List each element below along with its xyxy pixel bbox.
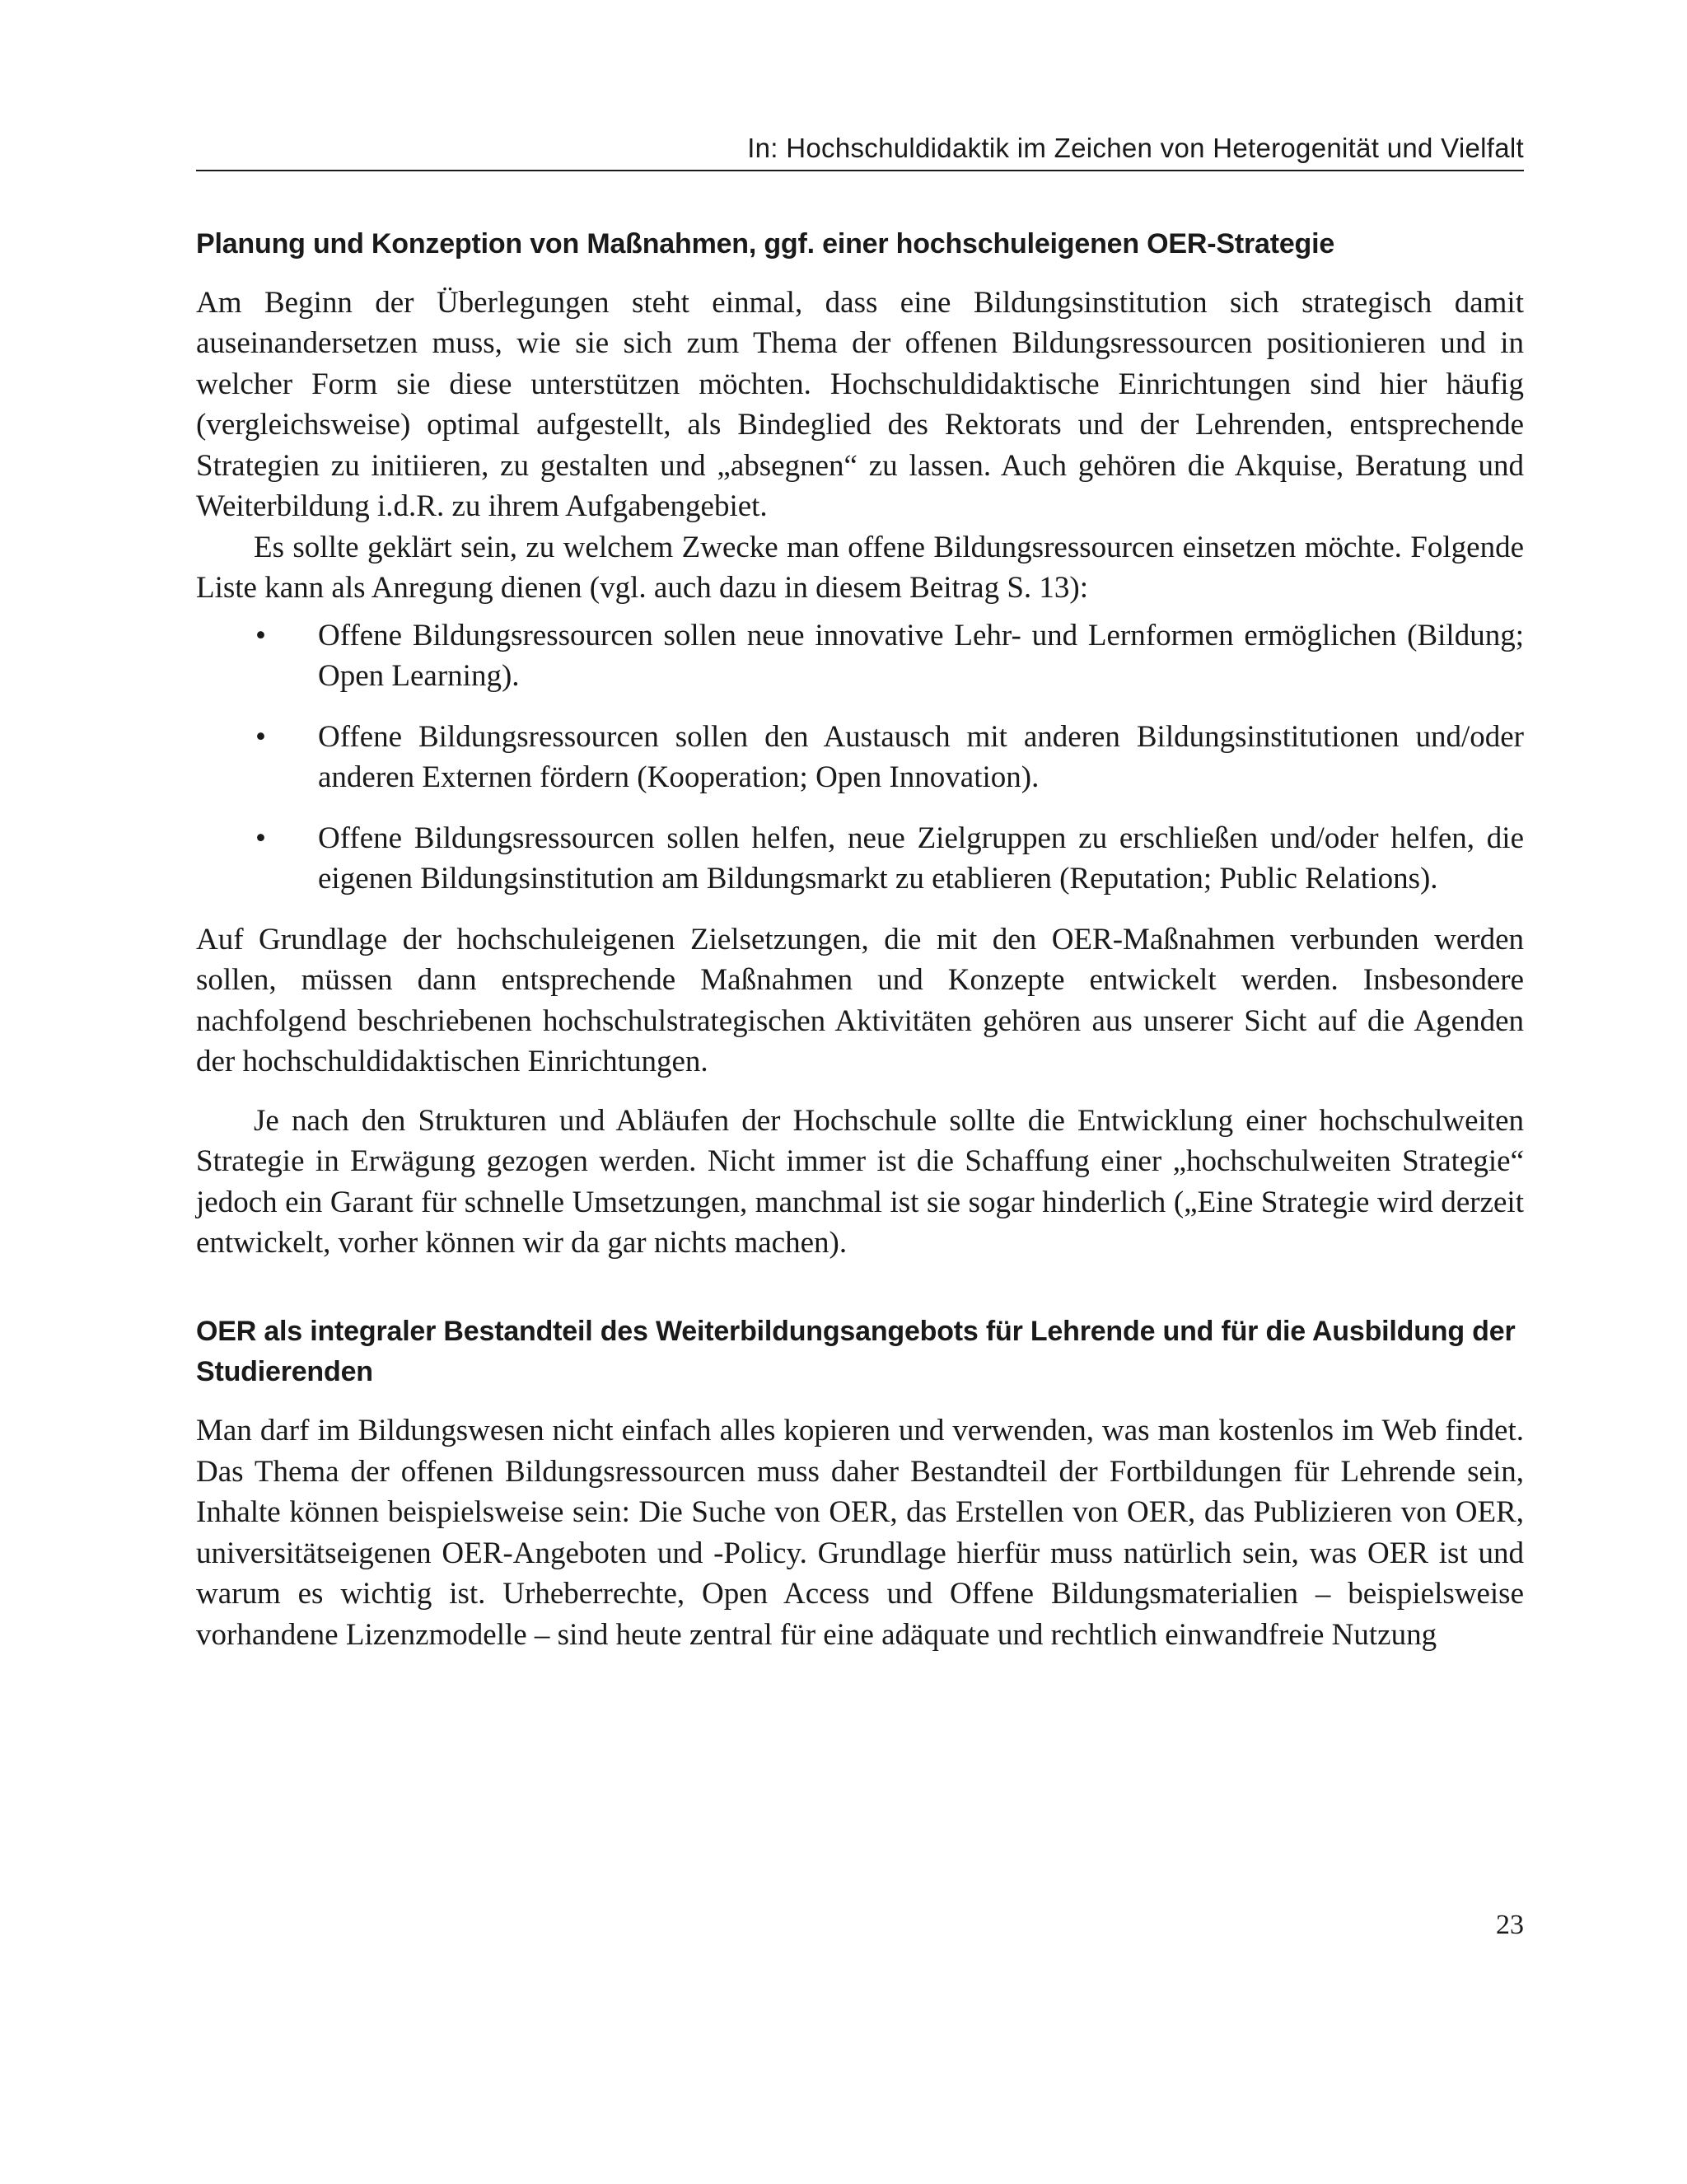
bullet-icon: • [255,618,266,652]
paragraph: Es sollte geklärt sein, zu welchem Zwecke man offene Bildungsressourcen einsetzen möchte. Folgende Liste kann als Anregung dienen (vgl. auch dazu in diesem Beitrag S. 13): [196,530,1524,606]
paragraph: Auf Grundlage der hochschuleigenen Zielsetzungen, die mit den OER-Maßnahmen verbunden werden sollen, müssen dann entsprechende Maßnahmen und Konzepte entwickelt werden. Insbesondere nachfolgend beschriebenen hochschulstrategischen Aktivitäten gehören aus unserer Sicht auf die Agenden der hochschuldidaktischen Einrichtungen. [196,922,1524,1079]
running-header: In: Hochschuldidaktik im Zeichen von Heterogenität und Vielfalt [196,132,1524,171]
section-heading-oer-weiterbildung: OER als integraler Bestandteil des Weiterbildungsangebots für Lehrende und für die Ausbildung der Studierenden [196,1315,1516,1388]
paragraph: Am Beginn der Überlegungen steht einmal, dass eine Bildungsinstitution sich strategisch damit auseinandersetzen muss, wie sie sich zum Thema der offenen Bildungsressourcen positionieren und in welcher Form sie diese unterstützen möchten. Hochschuldidaktische Einrichtungen sind hier häufig (vergleichsweise) optimal aufgestellt, als Bindeglied des Rektorats und der Lehrenden, entsprechende Strategien zu initiieren, zu gestalten und „absegnen“ zu lassen. Auch gehören die Akquise, Beratung und Weiterbildung i.d.R. zu ihrem Aufgabengebiet. [196,285,1524,524]
paragraph: Man darf im Bildungswesen nicht einfach alles kopieren und verwenden, was man kostenlos im Web findet. Das Thema der offenen Bildungsressourcen muss daher Bestandteil der Fortbildungen für Lehrende sein, Inhalte können beispielsweise sein: Die Suche von OER, das Erstellen von OER, das Publizieren von OER, universitätseigenen OER-Angeboten und -Policy. Grundlage hierfür muss natürlich sein, was OER ist und warum es wichtig ist. Urheberrechte, Open Access und Offene Bildungsmaterialien – beispielsweise vorhandene Lizenzmodelle – sind heute zentral für eine adäquate und rechtlich einwandfreie Nutzung [196,1414,1524,1652]
bullet-item [196,615,1524,697]
bullet-icon: • [255,821,266,855]
page-number: 23 [1496,1910,1524,1940]
paragraph: Je nach den Strukturen und Abläufen der Hochschule sollte die Entwicklung einer hochschulweiten Strategie in Erwägung gezogen werden. Nicht immer ist die Schaffung einer „hochschulweiten Strategie“ jedoch ein Garant für schnelle Umsetzungen, manchmal ist sie sogar hinderlich („Eine Strategie wird derzeit entwickelt, vorher können wir da gar nichts machen). [196,1103,1524,1260]
bullet-text: Offene Bildungsressourcen sollen helfen, neue Zielgruppen zu erschließen und/oder helfen, die eigenen Bildungsinstitution am Bildungsmarkt zu etablieren (Reputation; Public Relations). [318,821,1524,896]
bullet-icon: • [255,719,266,754]
bullet-list [196,615,1524,900]
section-heading-planung: Planung und Konzeption von Maßnahmen, ggf. einer hochschuleigenen OER-Strategie [196,227,1335,260]
bullet-text: Offene Bildungsressourcen sollen neue innovative Lehr- und Lernformen ermöglichen (Bildung; Open Learning). [318,618,1524,694]
document-page [196,132,1524,1655]
bullet-text: Offene Bildungsressourcen sollen den Austausch mit anderen Bildungsinstitutionen und/oder anderen Externen fördern (Kooperation; Open Innovation). [318,719,1524,795]
bullet-item [196,818,1524,900]
bullet-item [196,717,1524,798]
